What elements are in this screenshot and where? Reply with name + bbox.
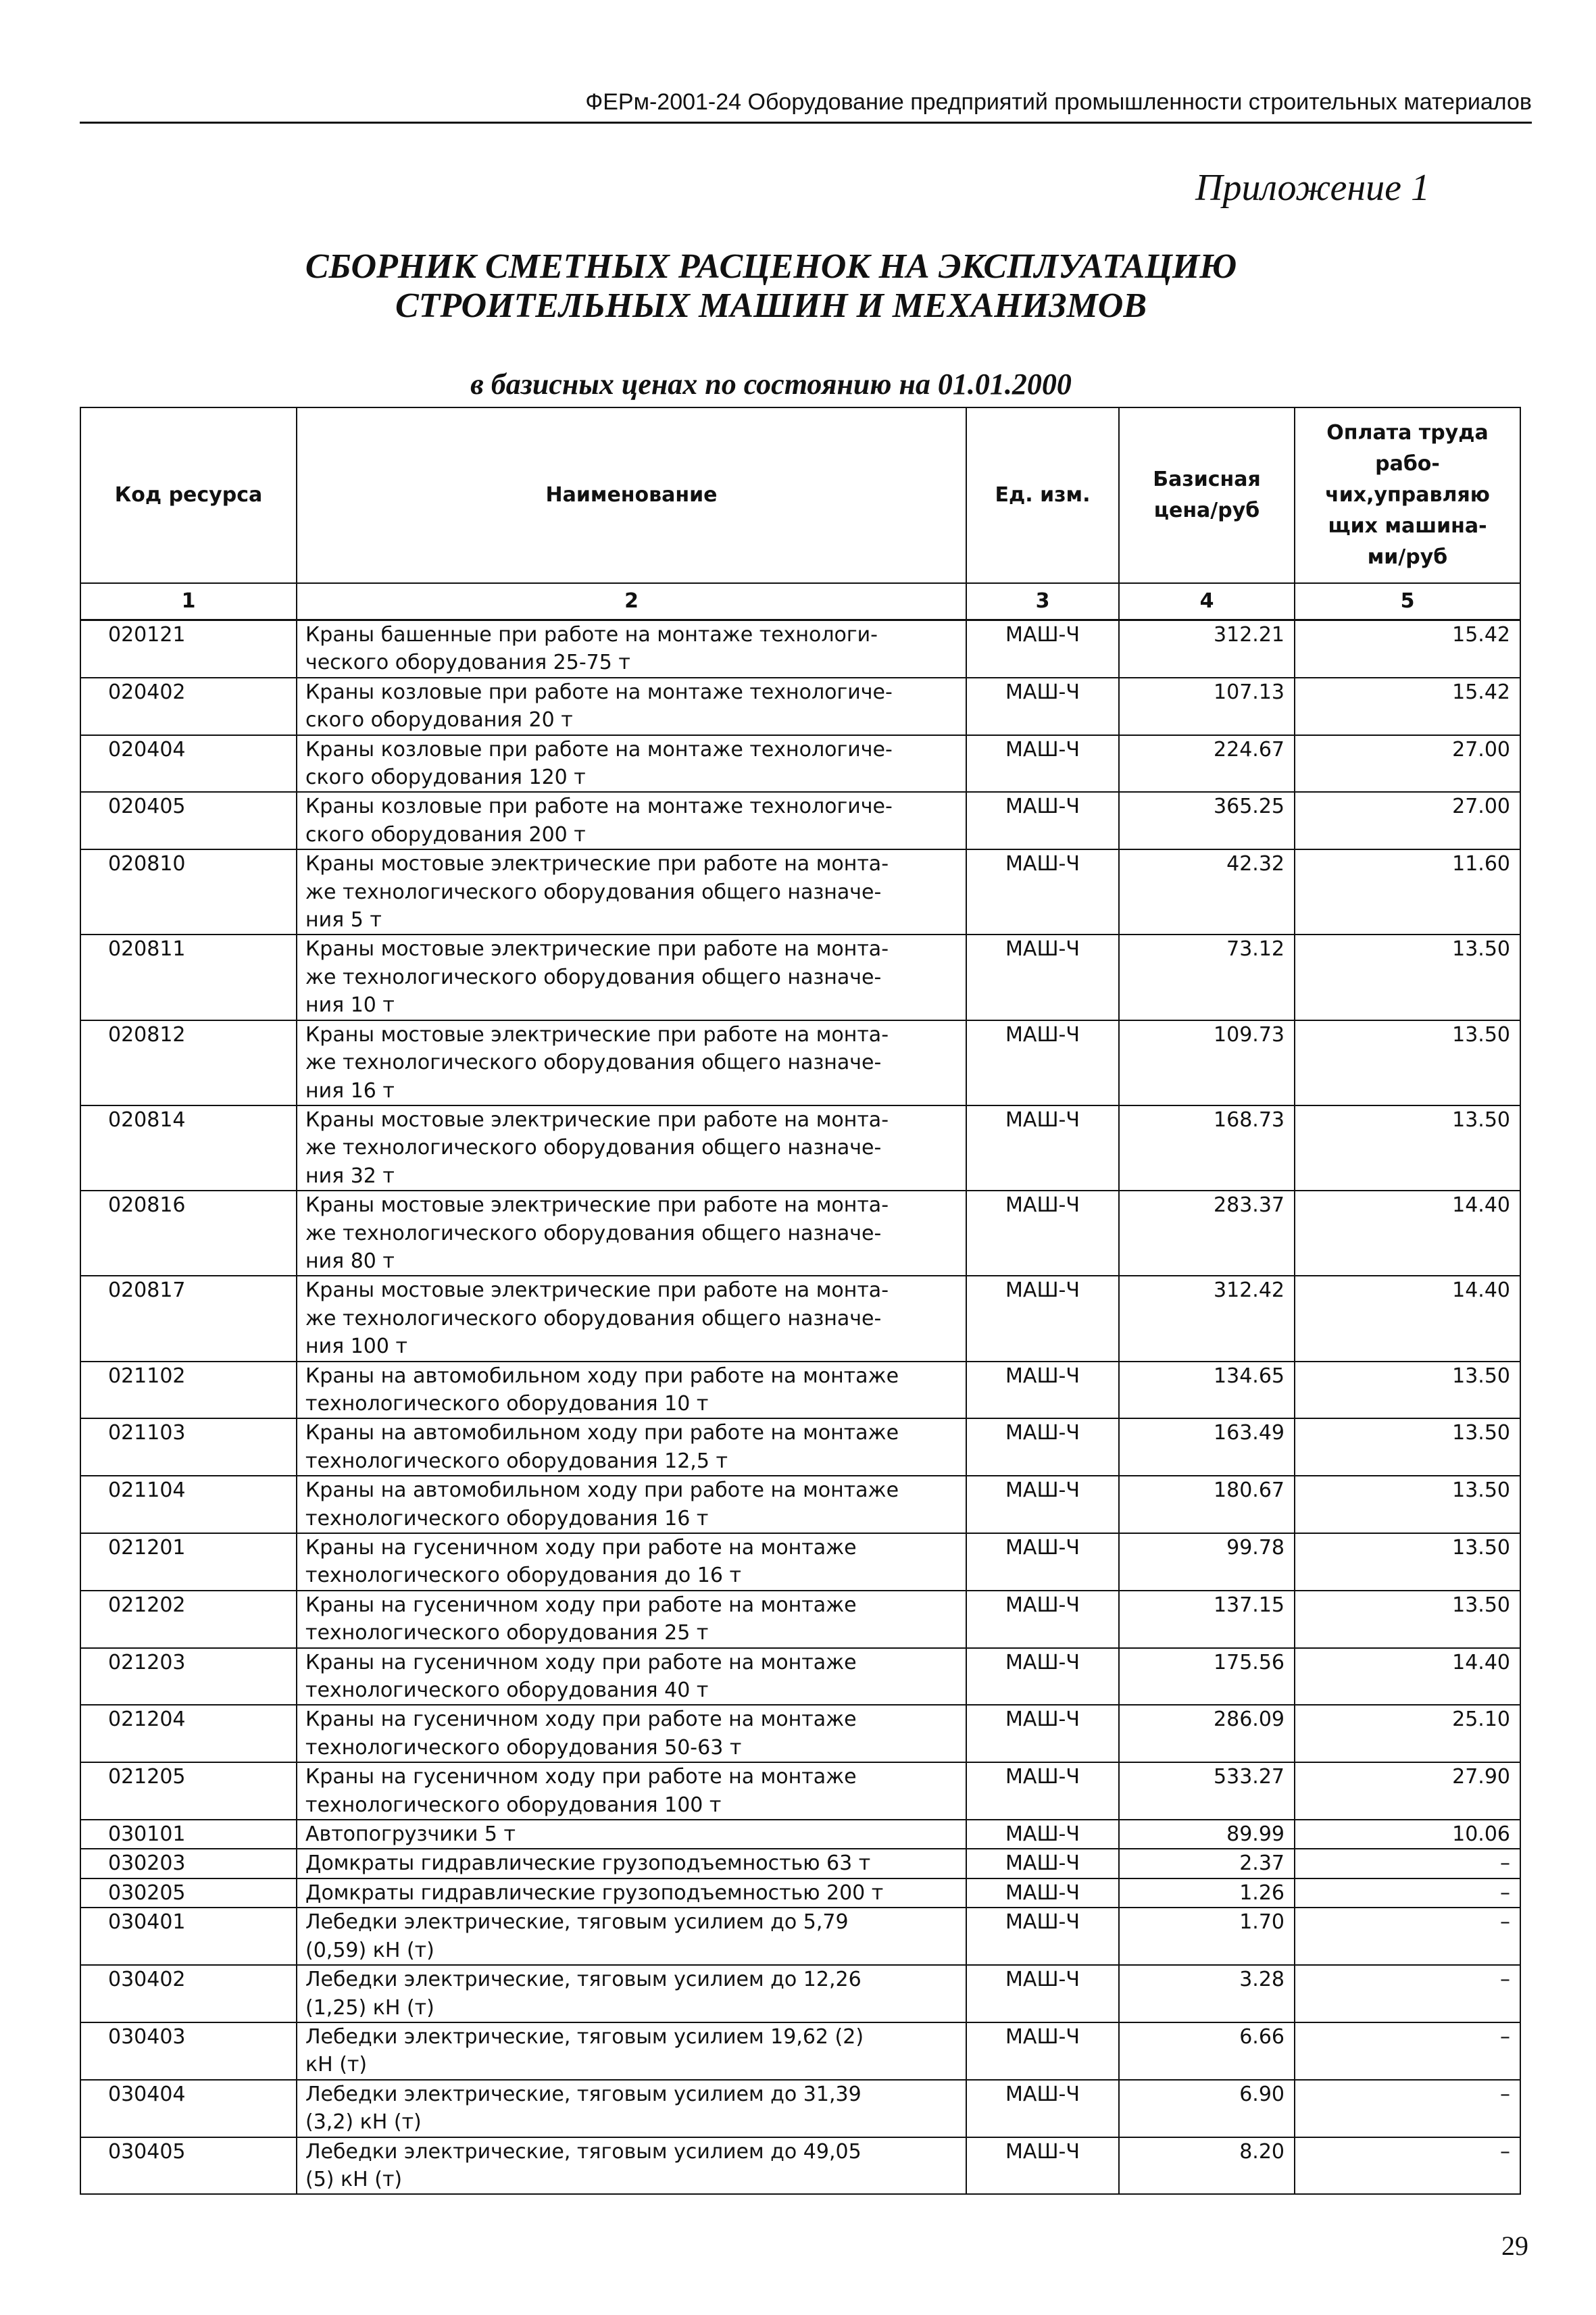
base-price-cell: 1.70 — [1119, 1908, 1295, 1965]
table-row — [80, 1020, 1520, 1105]
table-row — [80, 1533, 1520, 1591]
operator-wage-cell: 27.00 — [1295, 735, 1520, 793]
base-price-cell: 312.21 — [1119, 620, 1295, 678]
table-header-row — [80, 407, 1520, 583]
resource-code-cell: 020816 — [80, 1191, 297, 1276]
base-price-cell: 42.32 — [1119, 849, 1295, 935]
table-row — [80, 1820, 1520, 1849]
operator-wage-cell: 13.50 — [1295, 935, 1520, 1020]
resource-code-cell: 030101 — [80, 1820, 297, 1849]
base-price-cell: 6.90 — [1119, 2080, 1295, 2137]
base-price-cell: 283.37 — [1119, 1191, 1295, 1276]
operator-wage-cell: 14.40 — [1295, 1276, 1520, 1361]
resource-name-cell: Краны козловые при работе на монтаже технологиче- ского оборудования 200 т — [297, 792, 966, 849]
resource-code-cell: 030203 — [80, 1849, 297, 1878]
operator-wage-cell: 14.40 — [1295, 1648, 1520, 1706]
unit-cell: МАШ-Ч — [966, 1191, 1119, 1276]
resource-code-cell: 020404 — [80, 735, 297, 793]
resource-name-cell: Краны на автомобильном ходу при работе на монтаже технологического оборудования 10 т — [297, 1362, 966, 1419]
table-row — [80, 1362, 1520, 1419]
table-row — [80, 1105, 1520, 1191]
page-number: 29 — [1501, 2231, 1528, 2261]
resource-name-cell: Краны козловые при работе на монтаже технологиче- ского оборудования 120 т — [297, 735, 966, 793]
resource-name-cell: Краны мостовые электрические при работе на монта- же технологического оборудования общего назначе- ния 32 т — [297, 1105, 966, 1191]
base-price-cell: 73.12 — [1119, 935, 1295, 1020]
table-row — [80, 735, 1520, 793]
operator-wage-cell: 13.50 — [1295, 1418, 1520, 1476]
resource-name-cell: Краны на гусеничном ходу при работе на монтаже технологического оборудования 50-63 т — [297, 1705, 966, 1762]
operator-wage-cell: 13.50 — [1295, 1476, 1520, 1533]
resource-code-cell: 030401 — [80, 1908, 297, 1965]
resource-name-cell: Краны мостовые электрические при работе на монта- же технологического оборудования общего назначе- ния 16 т — [297, 1020, 966, 1105]
unit-cell: МАШ-Ч — [966, 1849, 1119, 1878]
resource-code-cell: 020405 — [80, 792, 297, 849]
base-price-cell: 134.65 — [1119, 1362, 1295, 1419]
operator-wage-cell: – — [1295, 2080, 1520, 2137]
resource-name-cell: Краны мостовые электрические при работе на монта- же технологического оборудования общего назначе- ния 10 т — [297, 935, 966, 1020]
table-row — [80, 1908, 1520, 1965]
table-row — [80, 2137, 1520, 2195]
operator-wage-cell: – — [1295, 1849, 1520, 1878]
base-price-cell: 137.15 — [1119, 1591, 1295, 1648]
base-price-cell: 109.73 — [1119, 1020, 1295, 1105]
base-price-cell: 89.99 — [1119, 1820, 1295, 1849]
unit-cell: МАШ-Ч — [966, 2137, 1119, 2195]
table-row — [80, 1591, 1520, 1648]
resource-name-cell: Краны на автомобильном ходу при работе на монтаже технологического оборудования 12,5 т — [297, 1418, 966, 1476]
unit-cell: МАШ-Ч — [966, 1762, 1119, 1820]
column-number: 1 — [80, 583, 297, 620]
table-row — [80, 935, 1520, 1020]
table-row — [80, 1476, 1520, 1533]
unit-cell: МАШ-Ч — [966, 1878, 1119, 1908]
operator-wage-cell: 27.90 — [1295, 1762, 1520, 1820]
table-row — [80, 1762, 1520, 1820]
resource-name-cell: Домкраты гидравлические грузоподъемностью 63 т — [297, 1849, 966, 1878]
unit-cell: МАШ-Ч — [966, 620, 1119, 678]
operator-wage-cell: 14.40 — [1295, 1191, 1520, 1276]
operator-wage-cell: – — [1295, 1965, 1520, 2022]
resource-code-cell: 020812 — [80, 1020, 297, 1105]
resource-name-cell: Краны на гусеничном ходу при работе на монтаже технологического оборудования 40 т — [297, 1648, 966, 1706]
resource-name-cell: Краны на автомобильном ходу при работе на монтаже технологического оборудования 16 т — [297, 1476, 966, 1533]
table-row — [80, 1878, 1520, 1908]
table-row — [80, 1418, 1520, 1476]
resource-code-cell: 021203 — [80, 1648, 297, 1706]
unit-cell: МАШ-Ч — [966, 1362, 1119, 1419]
resource-code-cell: 020817 — [80, 1276, 297, 1361]
operator-wage-cell: 15.42 — [1295, 678, 1520, 735]
resource-code-cell: 030404 — [80, 2080, 297, 2137]
resource-name-cell: Домкраты гидравлические грузоподъемностью 200 т — [297, 1878, 966, 1908]
resource-name-cell: Краны башенные при работе на монтаже технологи- ческого оборудования 25-75 т — [297, 620, 966, 678]
operator-wage-cell: 11.60 — [1295, 849, 1520, 935]
resource-name-cell: Краны мостовые электрические при работе на монта- же технологического оборудования общего назначе- ния 100 т — [297, 1276, 966, 1361]
operator-wage-cell: 13.50 — [1295, 1362, 1520, 1419]
operator-wage-cell: – — [1295, 1878, 1520, 1908]
operator-wage-cell: – — [1295, 2022, 1520, 2080]
base-price-cell: 1.26 — [1119, 1878, 1295, 1908]
unit-cell: МАШ-Ч — [966, 1705, 1119, 1762]
operator-wage-cell: 27.00 — [1295, 792, 1520, 849]
resource-code-cell: 030205 — [80, 1878, 297, 1908]
base-price-cell: 3.28 — [1119, 1965, 1295, 2022]
base-price-cell: 224.67 — [1119, 735, 1295, 793]
resource-code-cell: 030402 — [80, 1965, 297, 2022]
unit-cell: МАШ-Ч — [966, 1533, 1119, 1591]
resource-code-cell: 021205 — [80, 1762, 297, 1820]
resource-name-cell: Краны на гусеничном ходу при работе на монтаже технологического оборудования 25 т — [297, 1591, 966, 1648]
base-price-cell: 175.56 — [1119, 1648, 1295, 1706]
resource-name-cell: Краны на гусеничном ходу при работе на монтаже технологического оборудования до 16 т — [297, 1533, 966, 1591]
resource-code-cell: 030405 — [80, 2137, 297, 2195]
base-price-cell: 365.25 — [1119, 792, 1295, 849]
resource-name-cell: Лебедки электрические, тяговым усилием до 5,79 (0,59) кН (т) — [297, 1908, 966, 1965]
unit-cell: МАШ-Ч — [966, 678, 1119, 735]
title-line-1: СБОРНИК СМЕТНЫХ РАСЦЕНОК НА ЭКСПЛУАТАЦИЮ — [305, 247, 1237, 286]
resource-code-cell: 030403 — [80, 2022, 297, 2080]
resource-code-cell: 021202 — [80, 1591, 297, 1648]
unit-cell: МАШ-Ч — [966, 792, 1119, 849]
base-price-cell: 6.66 — [1119, 2022, 1295, 2080]
operator-wage-cell: 10.06 — [1295, 1820, 1520, 1849]
table-row — [80, 1648, 1520, 1706]
base-price-cell: 286.09 — [1119, 1705, 1295, 1762]
table-row — [80, 1965, 1520, 2022]
table-row — [80, 1276, 1520, 1361]
operator-wage-cell: – — [1295, 1908, 1520, 1965]
rates-table — [80, 407, 1521, 2195]
running-head: ФЕРм-2001-24 Оборудование предприятий промышленности строительных материалов — [585, 89, 1532, 115]
unit-cell: МАШ-Ч — [966, 735, 1119, 793]
header-code: Код ресурса — [80, 407, 297, 583]
header-unit: Ед. изм. — [966, 407, 1119, 583]
unit-cell: МАШ-Ч — [966, 2022, 1119, 2080]
base-price-cell: 168.73 — [1119, 1105, 1295, 1191]
unit-cell: МАШ-Ч — [966, 1476, 1119, 1533]
resource-code-cell: 021103 — [80, 1418, 297, 1476]
unit-cell: МАШ-Ч — [966, 1418, 1119, 1476]
column-number: 5 — [1295, 583, 1520, 620]
operator-wage-cell: 15.42 — [1295, 620, 1520, 678]
unit-cell: МАШ-Ч — [966, 1105, 1119, 1191]
operator-wage-cell: 25.10 — [1295, 1705, 1520, 1762]
base-price-cell: 312.42 — [1119, 1276, 1295, 1361]
unit-cell: МАШ-Ч — [966, 1591, 1119, 1648]
resource-name-cell: Лебедки электрические, тяговым усилием до 49,05 (5) кН (т) — [297, 2137, 966, 2195]
resource-name-cell: Краны мостовые электрические при работе на монта- же технологического оборудования общего назначе- ния 80 т — [297, 1191, 966, 1276]
resource-code-cell: 020810 — [80, 849, 297, 935]
unit-cell: МАШ-Ч — [966, 1020, 1119, 1105]
unit-cell: МАШ-Ч — [966, 1276, 1119, 1361]
table-row — [80, 792, 1520, 849]
resource-code-cell: 021102 — [80, 1362, 297, 1419]
header-rule — [80, 122, 1532, 124]
header-price: Базисная цена/руб — [1119, 407, 1295, 583]
column-number-row — [80, 583, 1520, 620]
resource-name-cell: Лебедки электрические, тяговым усилием до 31,39 (3,2) кН (т) — [297, 2080, 966, 2137]
table-row — [80, 1849, 1520, 1878]
base-price-cell: 8.20 — [1119, 2137, 1295, 2195]
resource-name-cell: Краны козловые при работе на монтаже технологиче- ского оборудования 20 т — [297, 678, 966, 735]
document-title — [0, 247, 1596, 326]
resource-name-cell: Краны на гусеничном ходу при работе на монтаже технологического оборудования 100 т — [297, 1762, 966, 1820]
resource-name-cell: Автопогрузчики 5 т — [297, 1820, 966, 1849]
resource-code-cell: 020402 — [80, 678, 297, 735]
unit-cell: МАШ-Ч — [966, 849, 1119, 935]
table-row — [80, 849, 1520, 935]
unit-cell: МАШ-Ч — [966, 1908, 1119, 1965]
table-row — [80, 1705, 1520, 1762]
table-row — [80, 1191, 1520, 1276]
resource-code-cell: 021104 — [80, 1476, 297, 1533]
base-price-cell: 107.13 — [1119, 678, 1295, 735]
table-row — [80, 2022, 1520, 2080]
resource-code-cell: 020121 — [80, 620, 297, 678]
column-number: 4 — [1119, 583, 1295, 620]
resource-code-cell: 020814 — [80, 1105, 297, 1191]
document-subtitle: в базисных ценах по состоянию на 01.01.2000 — [470, 368, 1072, 401]
column-number: 3 — [966, 583, 1119, 620]
table-row — [80, 620, 1520, 678]
resource-code-cell: 020811 — [80, 935, 297, 1020]
operator-wage-cell: 13.50 — [1295, 1533, 1520, 1591]
unit-cell: МАШ-Ч — [966, 1965, 1119, 2022]
base-price-cell: 2.37 — [1119, 1849, 1295, 1878]
resource-code-cell: 021204 — [80, 1705, 297, 1762]
base-price-cell: 163.49 — [1119, 1418, 1295, 1476]
base-price-cell: 99.78 — [1119, 1533, 1295, 1591]
operator-wage-cell: – — [1295, 2137, 1520, 2195]
resource-name-cell: Лебедки электрические, тяговым усилием 19,62 (2) кН (т) — [297, 2022, 966, 2080]
resource-name-cell: Лебедки электрические, тяговым усилием до 12,26 (1,25) кН (т) — [297, 1965, 966, 2022]
base-price-cell: 180.67 — [1119, 1476, 1295, 1533]
resource-code-cell: 021201 — [80, 1533, 297, 1591]
resource-name-cell: Краны мостовые электрические при работе на монта- же технологического оборудования общего назначе- ния 5 т — [297, 849, 966, 935]
appendix-label: Приложение 1 — [1195, 167, 1430, 209]
base-price-cell: 533.27 — [1119, 1762, 1295, 1820]
unit-cell: МАШ-Ч — [966, 2080, 1119, 2137]
header-wage: Оплата труда рабо- чих,управляю щих машина- ми/руб — [1295, 407, 1520, 583]
unit-cell: МАШ-Ч — [966, 1648, 1119, 1706]
table-body — [80, 620, 1520, 2195]
header-name: Наименование — [297, 407, 966, 583]
table-row — [80, 678, 1520, 735]
unit-cell: МАШ-Ч — [966, 1820, 1119, 1849]
table-row — [80, 2080, 1520, 2137]
title-line-2: СТРОИТЕЛЬНЫХ МАШИН И МЕХАНИЗМОВ — [395, 287, 1147, 325]
operator-wage-cell: 13.50 — [1295, 1020, 1520, 1105]
operator-wage-cell: 13.50 — [1295, 1105, 1520, 1191]
unit-cell: МАШ-Ч — [966, 935, 1119, 1020]
operator-wage-cell: 13.50 — [1295, 1591, 1520, 1648]
column-number: 2 — [297, 583, 966, 620]
